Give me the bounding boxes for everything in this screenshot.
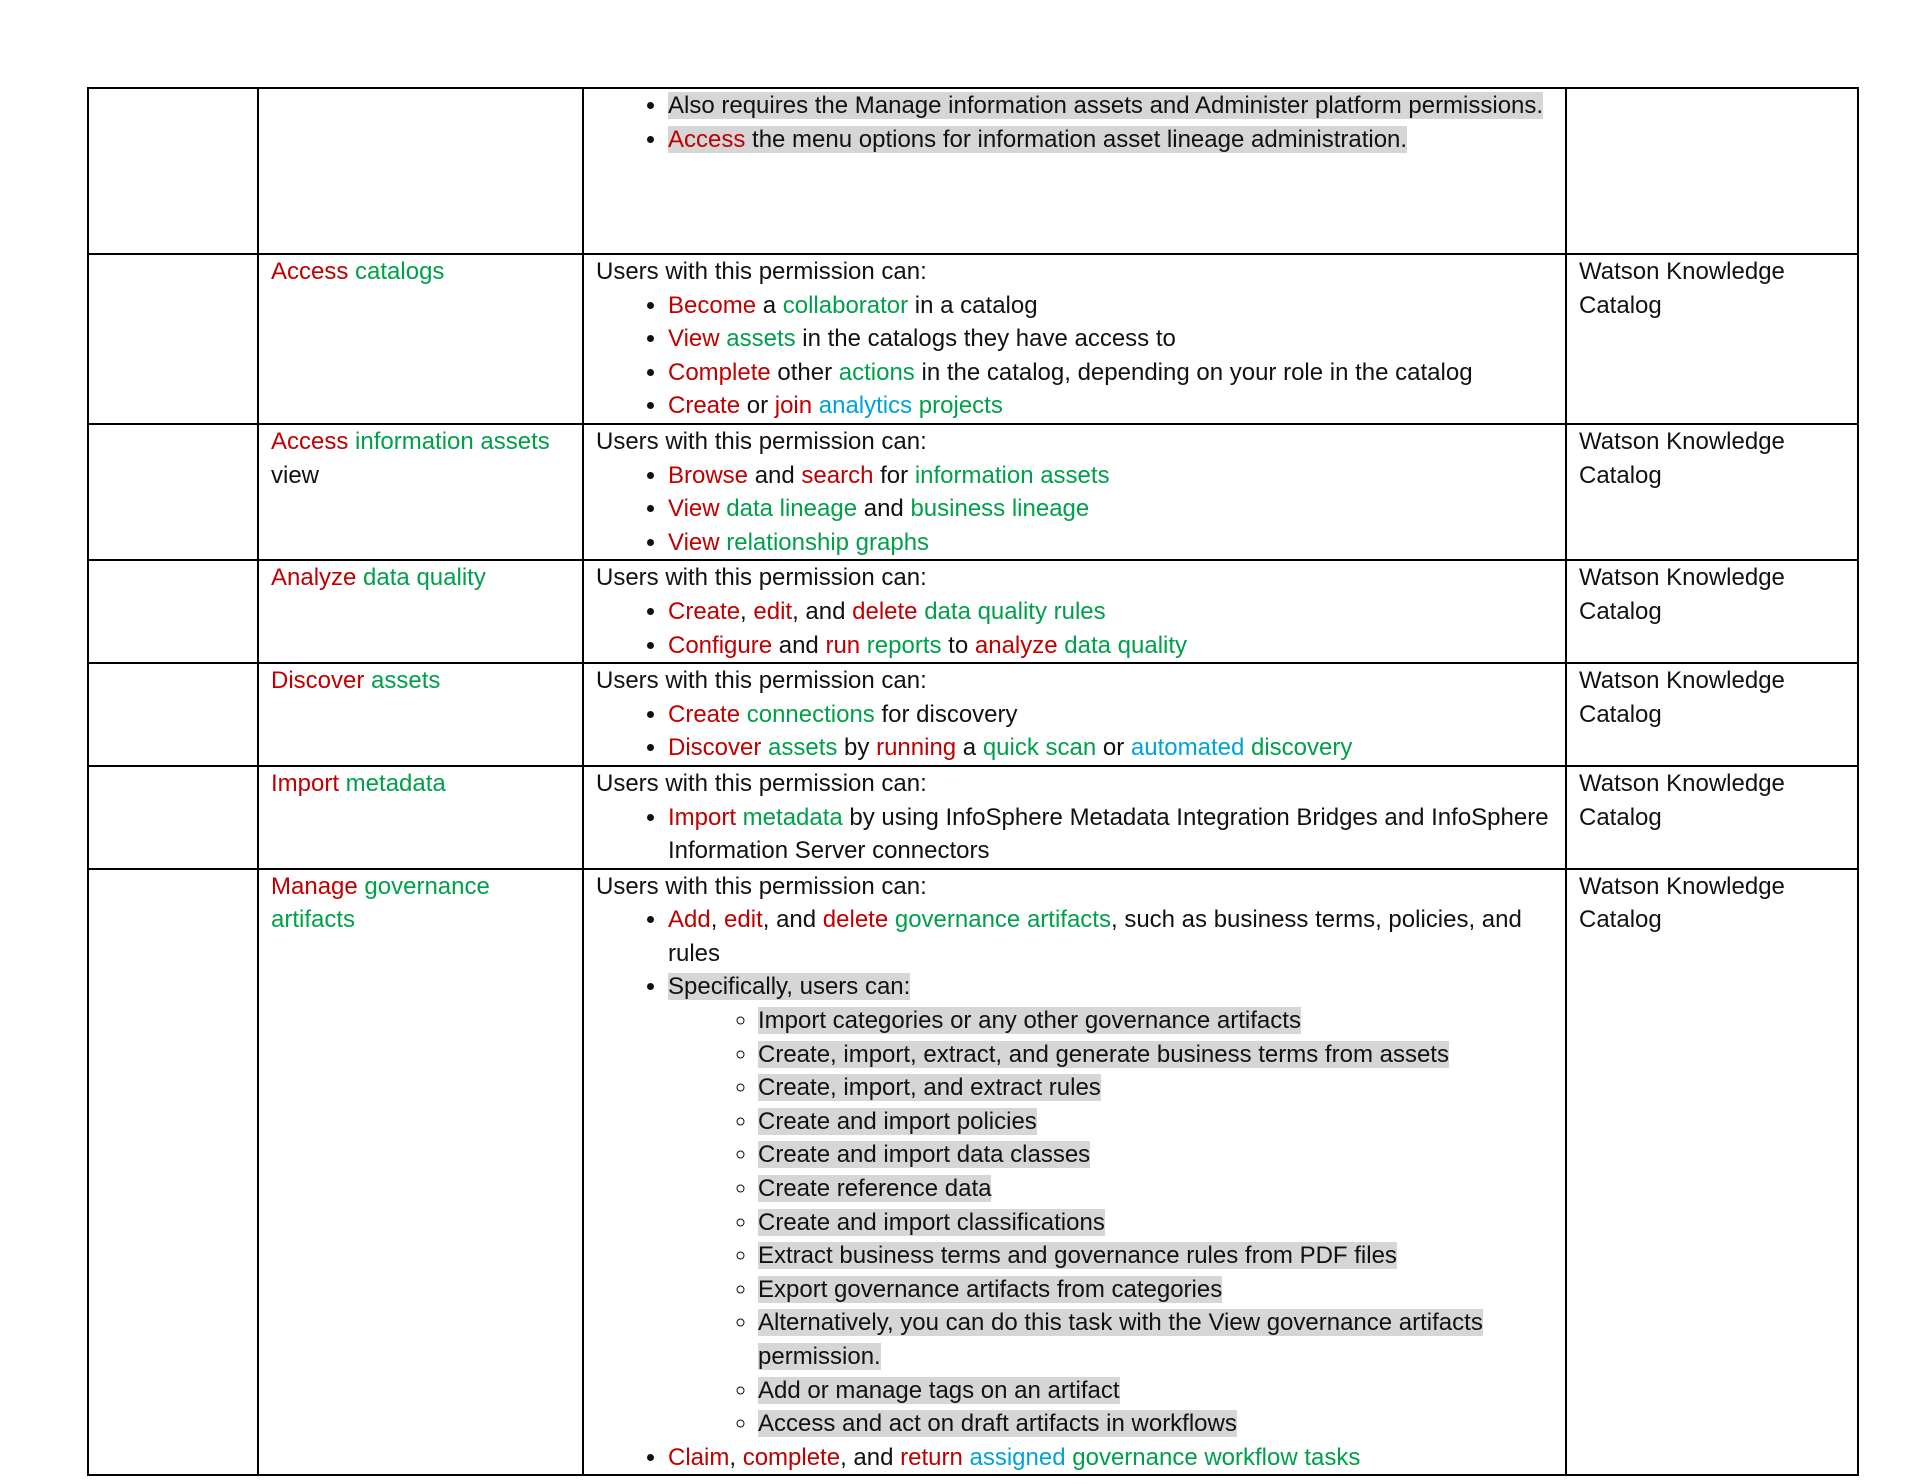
sub-item [758,1138,1553,1172]
description-item [668,629,1553,663]
permission-cell [258,88,583,254]
text-segment: governance workflow tasks [1065,1443,1361,1471]
text-segment: edit [753,597,793,625]
sub-item [758,1306,1553,1373]
text-segment: in the catalog, depending on your role in the catalog [914,358,1473,386]
permission-name-segment: Manage [271,872,358,900]
sub-item-text: Export governance artifacts from categories [758,1275,1223,1303]
sub-item [758,1071,1553,1105]
permission-cell [258,560,583,663]
permission-name-segment: Import [271,769,340,797]
text-segment: relationship graphs [719,528,930,556]
description-item [668,698,1553,732]
permission-name-segment: information assets [348,427,550,455]
description-intro: Users with this permission can: [596,564,927,592]
description-item [668,389,1553,423]
description-list [596,903,1553,1474]
sub-item-text: Create and import data classes [758,1141,1091,1169]
text-segment: , and [792,597,853,625]
permission-name-segment: Access [271,258,349,285]
table-row [88,254,1858,424]
products-cell [1566,560,1858,663]
text-segment: data lineage [719,495,858,523]
text-segment: , [729,1443,743,1471]
permission-name [271,870,570,937]
sub-item [758,1273,1553,1307]
row-group-cell [88,424,258,560]
table-row [88,869,1858,1476]
text-segment: other [770,358,839,386]
product-name: Watson Knowledge Catalog [1579,564,1785,625]
permission-name [271,767,570,801]
permission-name-segment: assets [364,667,441,695]
text-segment: by using InfoSphere Metadata Integration Bridges and InfoSphere Information Server connectors [668,803,1549,865]
text-segment: Claim [668,1443,730,1471]
description-cell [583,560,1566,663]
text-segment: running [876,734,957,762]
description-intro: Users with this permission can: [596,769,927,797]
permission-name-segment: Analyze [271,564,357,592]
sub-item [758,1239,1553,1273]
text-segment: edit [724,906,763,934]
text-segment: data quality rules [917,597,1106,625]
text-segment: Create [668,597,741,625]
text-segment: analyze [974,631,1058,659]
description-cell [583,663,1566,766]
text-segment: View [668,325,720,353]
text-segment: metadata [736,803,843,831]
text-segment: Specifically, users can: [668,973,911,1001]
permission-name-segment: catalogs [348,258,445,285]
row-group-cell [88,88,258,254]
sub-item-text: Extract business terms and governance rules from PDF files [758,1242,1397,1270]
description-item [668,492,1553,526]
text-segment: assets [761,734,838,762]
text-segment: or [1096,734,1131,762]
sub-item [758,1374,1553,1408]
product-name: Watson Knowledge Catalog [1579,667,1785,728]
sub-item [758,1206,1553,1240]
text-segment: Create [668,700,741,728]
text-segment: Configure [668,631,773,659]
text-segment: governance artifacts [888,906,1111,934]
text-segment: business lineage [910,495,1090,523]
text-segment: , [740,597,754,625]
text-segment: quick scan [982,734,1097,762]
permission-cell [258,663,583,766]
text-segment: Also requires the Manage information assets and Administer platform permissions. [668,92,1544,119]
description-item [668,731,1553,765]
description-item [668,970,1553,1440]
text-segment: Create [668,392,741,420]
sub-list [668,1004,1553,1441]
description-list [596,801,1553,868]
permission-name-segment: metadata [339,769,446,797]
text-segment: connections [740,700,875,728]
text-segment: data quality [1057,631,1188,659]
description-item [668,459,1553,493]
description-cell [583,424,1566,560]
text-segment: collaborator [782,291,909,319]
permissions-table-body [88,88,1858,1475]
text-segment: to [941,631,975,659]
text-segment: for [873,461,915,489]
description-item [668,903,1553,970]
description-list [596,698,1553,765]
text-segment: delete [852,597,918,625]
description-list [596,289,1553,423]
description-list [596,89,1553,156]
description-cell [583,254,1566,424]
description-item [668,356,1553,390]
sub-item [758,1004,1553,1038]
text-segment: , and [762,906,823,934]
row-group-cell [88,869,258,1476]
sub-item-text: Create reference data [758,1175,992,1203]
text-segment: Add [668,906,711,934]
text-segment: return [900,1443,963,1471]
text-segment: a [956,734,983,762]
text-segment: complete [742,1443,841,1471]
description-item [668,89,1553,123]
table-row [88,560,1858,663]
table-row [88,424,1858,560]
permission-cell [258,869,583,1476]
row-group-cell [88,663,258,766]
sub-item-text: Create, import, extract, and generate business terms from assets [758,1040,1449,1068]
description-item [668,526,1553,560]
table-row [88,663,1858,766]
row-group-cell [88,560,258,663]
description-cell [583,88,1566,254]
permission-name-segment: Access [271,427,349,455]
text-segment: , such as business terms, policies, and rules [668,906,1522,967]
text-segment: run [825,631,861,659]
text-segment: , [710,906,725,934]
permission-cell [258,766,583,869]
sub-item-text: Alternatively, you can do this task with the View governance artifacts permission. [758,1309,1483,1370]
description-cell [583,766,1566,869]
permission-cell [258,254,583,424]
sub-item-text: Access and act on draft artifacts in workflows [758,1410,1237,1438]
text-segment: for discovery [874,700,1018,728]
products-cell [1566,869,1858,1476]
products-cell [1566,766,1858,869]
description-intro: Users with this permission can: [596,872,927,900]
description-item [668,289,1553,323]
permission-name [271,561,570,595]
text-segment: the menu options for information asset lineage administration. [745,125,1408,153]
permission-name-segment: Discover [271,667,365,695]
text-segment: delete [822,906,889,934]
table-row [88,88,1858,254]
text-segment: and [857,495,911,523]
sub-item [758,1172,1553,1206]
permission-cell [258,424,583,560]
text-segment: a [756,291,783,319]
description-intro: Users with this permission can: [596,258,927,285]
permission-name [271,664,570,698]
text-segment: Complete [668,358,771,386]
sub-item-text: Add or manage tags on an artifact [758,1376,1120,1404]
product-name: Watson Knowledge Catalog [1579,427,1785,489]
permissions-table [87,87,1859,1476]
sub-item-text: Create, import, and extract rules [758,1074,1101,1102]
description-item [668,801,1553,868]
permission-name-segment: governance artifacts [271,872,490,934]
description-item [668,595,1553,629]
description-intro: Users with this permission can: [596,667,927,695]
description-list [596,595,1553,662]
sub-item [758,1105,1553,1139]
text-segment: automated [1130,734,1245,762]
description-item [668,123,1553,157]
row-group-cell [88,766,258,869]
text-segment: Import [668,803,737,831]
text-segment: assigned [962,1443,1066,1471]
sub-item [758,1407,1553,1441]
text-segment: assets [719,325,796,353]
description-item [668,1441,1553,1475]
product-name: Watson Knowledge Catalog [1579,258,1785,319]
description-item [668,322,1553,356]
sub-item-text: Import categories or any other governance artifacts [758,1007,1301,1035]
text-segment: join [774,392,813,420]
products-cell [1566,254,1858,424]
text-segment: Discover [668,734,762,762]
text-segment: by [837,734,877,762]
text-segment: discovery [1244,734,1353,762]
text-segment: and [772,631,826,659]
text-segment: in the catalogs they have access to [795,325,1176,353]
permission-name [271,255,570,289]
text-segment: analytics [812,392,913,420]
permission-name-segment: view [271,461,320,489]
row-group-cell [88,254,258,424]
products-cell [1566,663,1858,766]
text-segment: in a catalog [908,291,1038,319]
text-segment: Browse [668,461,749,489]
text-segment: actions [838,358,915,386]
permission-name [271,425,570,492]
text-segment: reports [860,631,942,659]
text-segment: search [801,461,874,489]
text-segment: projects [912,392,1003,420]
sub-item-text: Create and import classifications [758,1208,1105,1236]
text-segment: View [668,528,720,556]
text-segment: and [748,461,802,489]
text-segment: Access [668,125,746,153]
product-name: Watson Knowledge Catalog [1579,872,1785,934]
text-segment: View [668,495,720,523]
description-list [596,459,1553,560]
permission-name-segment: data quality [356,564,486,592]
text-segment: information assets [914,461,1110,489]
products-cell [1566,424,1858,560]
sub-item [758,1038,1553,1072]
text-segment: Become [668,291,757,319]
sub-item-text: Create and import policies [758,1107,1037,1135]
description-intro: Users with this permission can: [596,427,927,455]
text-segment: or [740,392,775,420]
products-cell [1566,88,1858,254]
table-row [88,766,1858,869]
product-name: Watson Knowledge Catalog [1579,769,1785,831]
description-cell [583,869,1566,1476]
text-segment: , and [840,1443,901,1471]
